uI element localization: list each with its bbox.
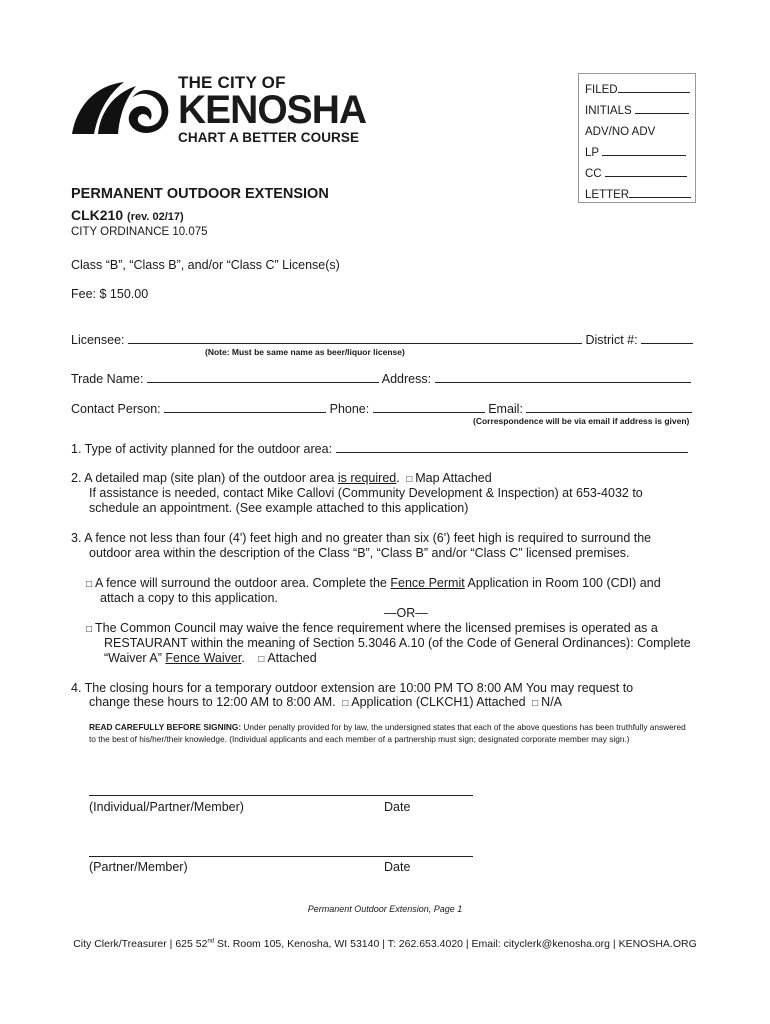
- office-lp: LP: [585, 143, 695, 164]
- footer-contact: [0, 938, 770, 950]
- email-input[interactable]: [526, 401, 692, 413]
- address-label: Address:: [381, 372, 432, 386]
- period: .: [396, 471, 400, 485]
- contact-person-input[interactable]: [164, 401, 326, 413]
- read-carefully-label: READ CAREFULLY BEFORE SIGNING:: [89, 722, 242, 732]
- map-attached-checkbox[interactable]: □: [406, 474, 413, 485]
- waiver-checkbox[interactable]: □: [86, 624, 93, 635]
- fence-option-1-text-b: Application in Room 100 (CDI) and: [467, 576, 661, 590]
- signature-2-label: (Partner/Member): [89, 860, 188, 874]
- activity-input[interactable]: [336, 441, 688, 453]
- fence-option-2: [86, 621, 658, 637]
- email-note: (Correspondence will be via email if address is given): [473, 416, 690, 426]
- phone-input[interactable]: [373, 401, 485, 413]
- fence-option-1-text: A fence will surround the outdoor area. Complete the: [95, 576, 387, 590]
- signature-line-1[interactable]: [89, 795, 473, 796]
- question-4-line-1: 4. The closing hours for a temporary outdoor extension are 10:00 PM TO 8:00 AM You may request to: [71, 681, 634, 695]
- question-2-line-3: schedule an appointment. (See example attached to this application): [89, 501, 469, 515]
- district-label: District #:: [585, 333, 638, 347]
- app-attached-label: Application (CLKCH1) Attached: [351, 695, 526, 709]
- license-types: Class “B”, “Class B”, and/or “Class C” License(s): [71, 258, 340, 272]
- contact-person-label: Contact Person:: [71, 402, 161, 416]
- phone-label: Phone:: [329, 402, 370, 416]
- fence-option-1: [86, 576, 661, 592]
- signature-2-date-label: Date: [384, 860, 411, 874]
- signature-1-date-label: Date: [384, 800, 411, 814]
- kenosha-logo-mark: [70, 80, 174, 138]
- question-3-line-1: 3. A fence not less than four (4') feet high and no greater than six (6') feet high is required to surround the: [71, 531, 652, 545]
- logo-line-3: CHART A BETTER COURSE: [178, 130, 360, 145]
- question-1: [71, 441, 688, 457]
- licensee-label: Licensee:: [71, 333, 125, 347]
- question-1-text: 1. Type of activity planned for the outdoor area:: [71, 442, 333, 456]
- form-revision: (rev. 02/17): [127, 211, 184, 223]
- address-input[interactable]: [435, 371, 691, 383]
- city-ordinance: CITY ORDINANCE 10.075: [71, 226, 208, 238]
- email-label: Email:: [488, 402, 523, 416]
- read-carefully-text: Under penalty provided for by law, the undersigned states that each of the above questions has been truthfully answered to the best of his/her/their knowledge. (Individual applicants and each member of a partnership must sign; designated corporate member may sign.): [89, 722, 686, 744]
- form-code-number: CLK210: [71, 207, 124, 223]
- fence-option-2-line-3: [104, 651, 317, 667]
- fence-option-2-text: The Common Council may waive the fence requirement where the licensed premises is operated as a: [95, 621, 658, 635]
- fence-waiver-link[interactable]: Fence Waiver: [165, 651, 242, 665]
- contact-row: [71, 401, 692, 417]
- licensee-note: (Note: Must be same name as beer/liquor license): [205, 347, 405, 357]
- fence-checkbox[interactable]: □: [86, 579, 93, 590]
- form-title: PERMANENT OUTDOOR EXTENSION: [71, 186, 329, 202]
- trade-name-input[interactable]: [147, 371, 379, 383]
- page-label: Permanent Outdoor Extension, Page 1: [307, 904, 463, 914]
- fence-option-2-line-2: RESTAURANT within the meaning of Section 5.3046 A.10 (of the Code of General Ordinances): Complete: [104, 636, 691, 650]
- or-divider: —OR—: [384, 606, 428, 620]
- waiver-attached-label: Attached: [267, 651, 317, 665]
- fence-permit-link[interactable]: Fence Permit: [390, 576, 465, 590]
- is-required-text: is required: [337, 471, 397, 485]
- question-4-line-2: [89, 695, 562, 711]
- logo-line-1: THE CITY OF: [178, 73, 286, 92]
- fence-option-1-line-2: attach a copy to this application.: [100, 591, 278, 605]
- district-input[interactable]: [641, 332, 693, 344]
- app-attached-checkbox[interactable]: □: [342, 698, 349, 709]
- licensee-input[interactable]: [128, 332, 582, 344]
- signature-1-label: (Individual/Partner/Member): [89, 800, 244, 814]
- trade-name-label: Trade Name:: [71, 372, 144, 386]
- question-3-line-2: outdoor area within the description of the Class “B”, “Class B” and/or “Class C” licensed premises.: [89, 546, 630, 560]
- waiver-a-text: “Waiver A”: [104, 651, 162, 665]
- question-4-line-2-text: change these hours to 12:00 AM to 8:00 AM.: [89, 695, 336, 709]
- waiver-attached-checkbox[interactable]: □: [258, 654, 265, 665]
- question-2-text: 2. A detailed map (site plan) of the outdoor area: [71, 471, 335, 485]
- office-adv: ADV/NO ADV: [585, 126, 656, 138]
- footer-text-b: St. Room 105, Kenosha, WI 53140 | T: 262.653.4020 | Email: cityclerk@kenosha.org | KENOSHA.ORG: [214, 938, 697, 950]
- na-checkbox[interactable]: □: [532, 698, 539, 709]
- licensee-row: [71, 332, 693, 348]
- signature-line-2[interactable]: [89, 856, 473, 857]
- question-2-line-2: If assistance is needed, contact Mike Callovi (Community Development & Inspection) at 653-4032 to: [89, 486, 643, 500]
- logo-line-2: KENOSHA: [178, 88, 367, 133]
- map-attached-label: Map Attached: [415, 471, 492, 485]
- office-initials: INITIALS: [585, 101, 695, 122]
- footer-text-a: City Clerk/Treasurer | 625 52: [73, 938, 208, 950]
- na-label: N/A: [541, 695, 563, 709]
- question-2: [71, 471, 492, 487]
- kenosha-logo-text: [178, 74, 366, 145]
- form-code: [71, 207, 184, 223]
- trade-name-row: [71, 371, 691, 387]
- office-letter: LETTER: [585, 185, 695, 206]
- period-2: .: [241, 651, 245, 665]
- read-carefully-statement: [89, 721, 689, 745]
- footer-sup: nd: [207, 938, 215, 945]
- fee: Fee: $ 150.00: [71, 287, 149, 301]
- office-use-box: [578, 73, 696, 203]
- office-filed: FILED: [585, 80, 695, 101]
- office-cc: CC: [585, 164, 695, 185]
